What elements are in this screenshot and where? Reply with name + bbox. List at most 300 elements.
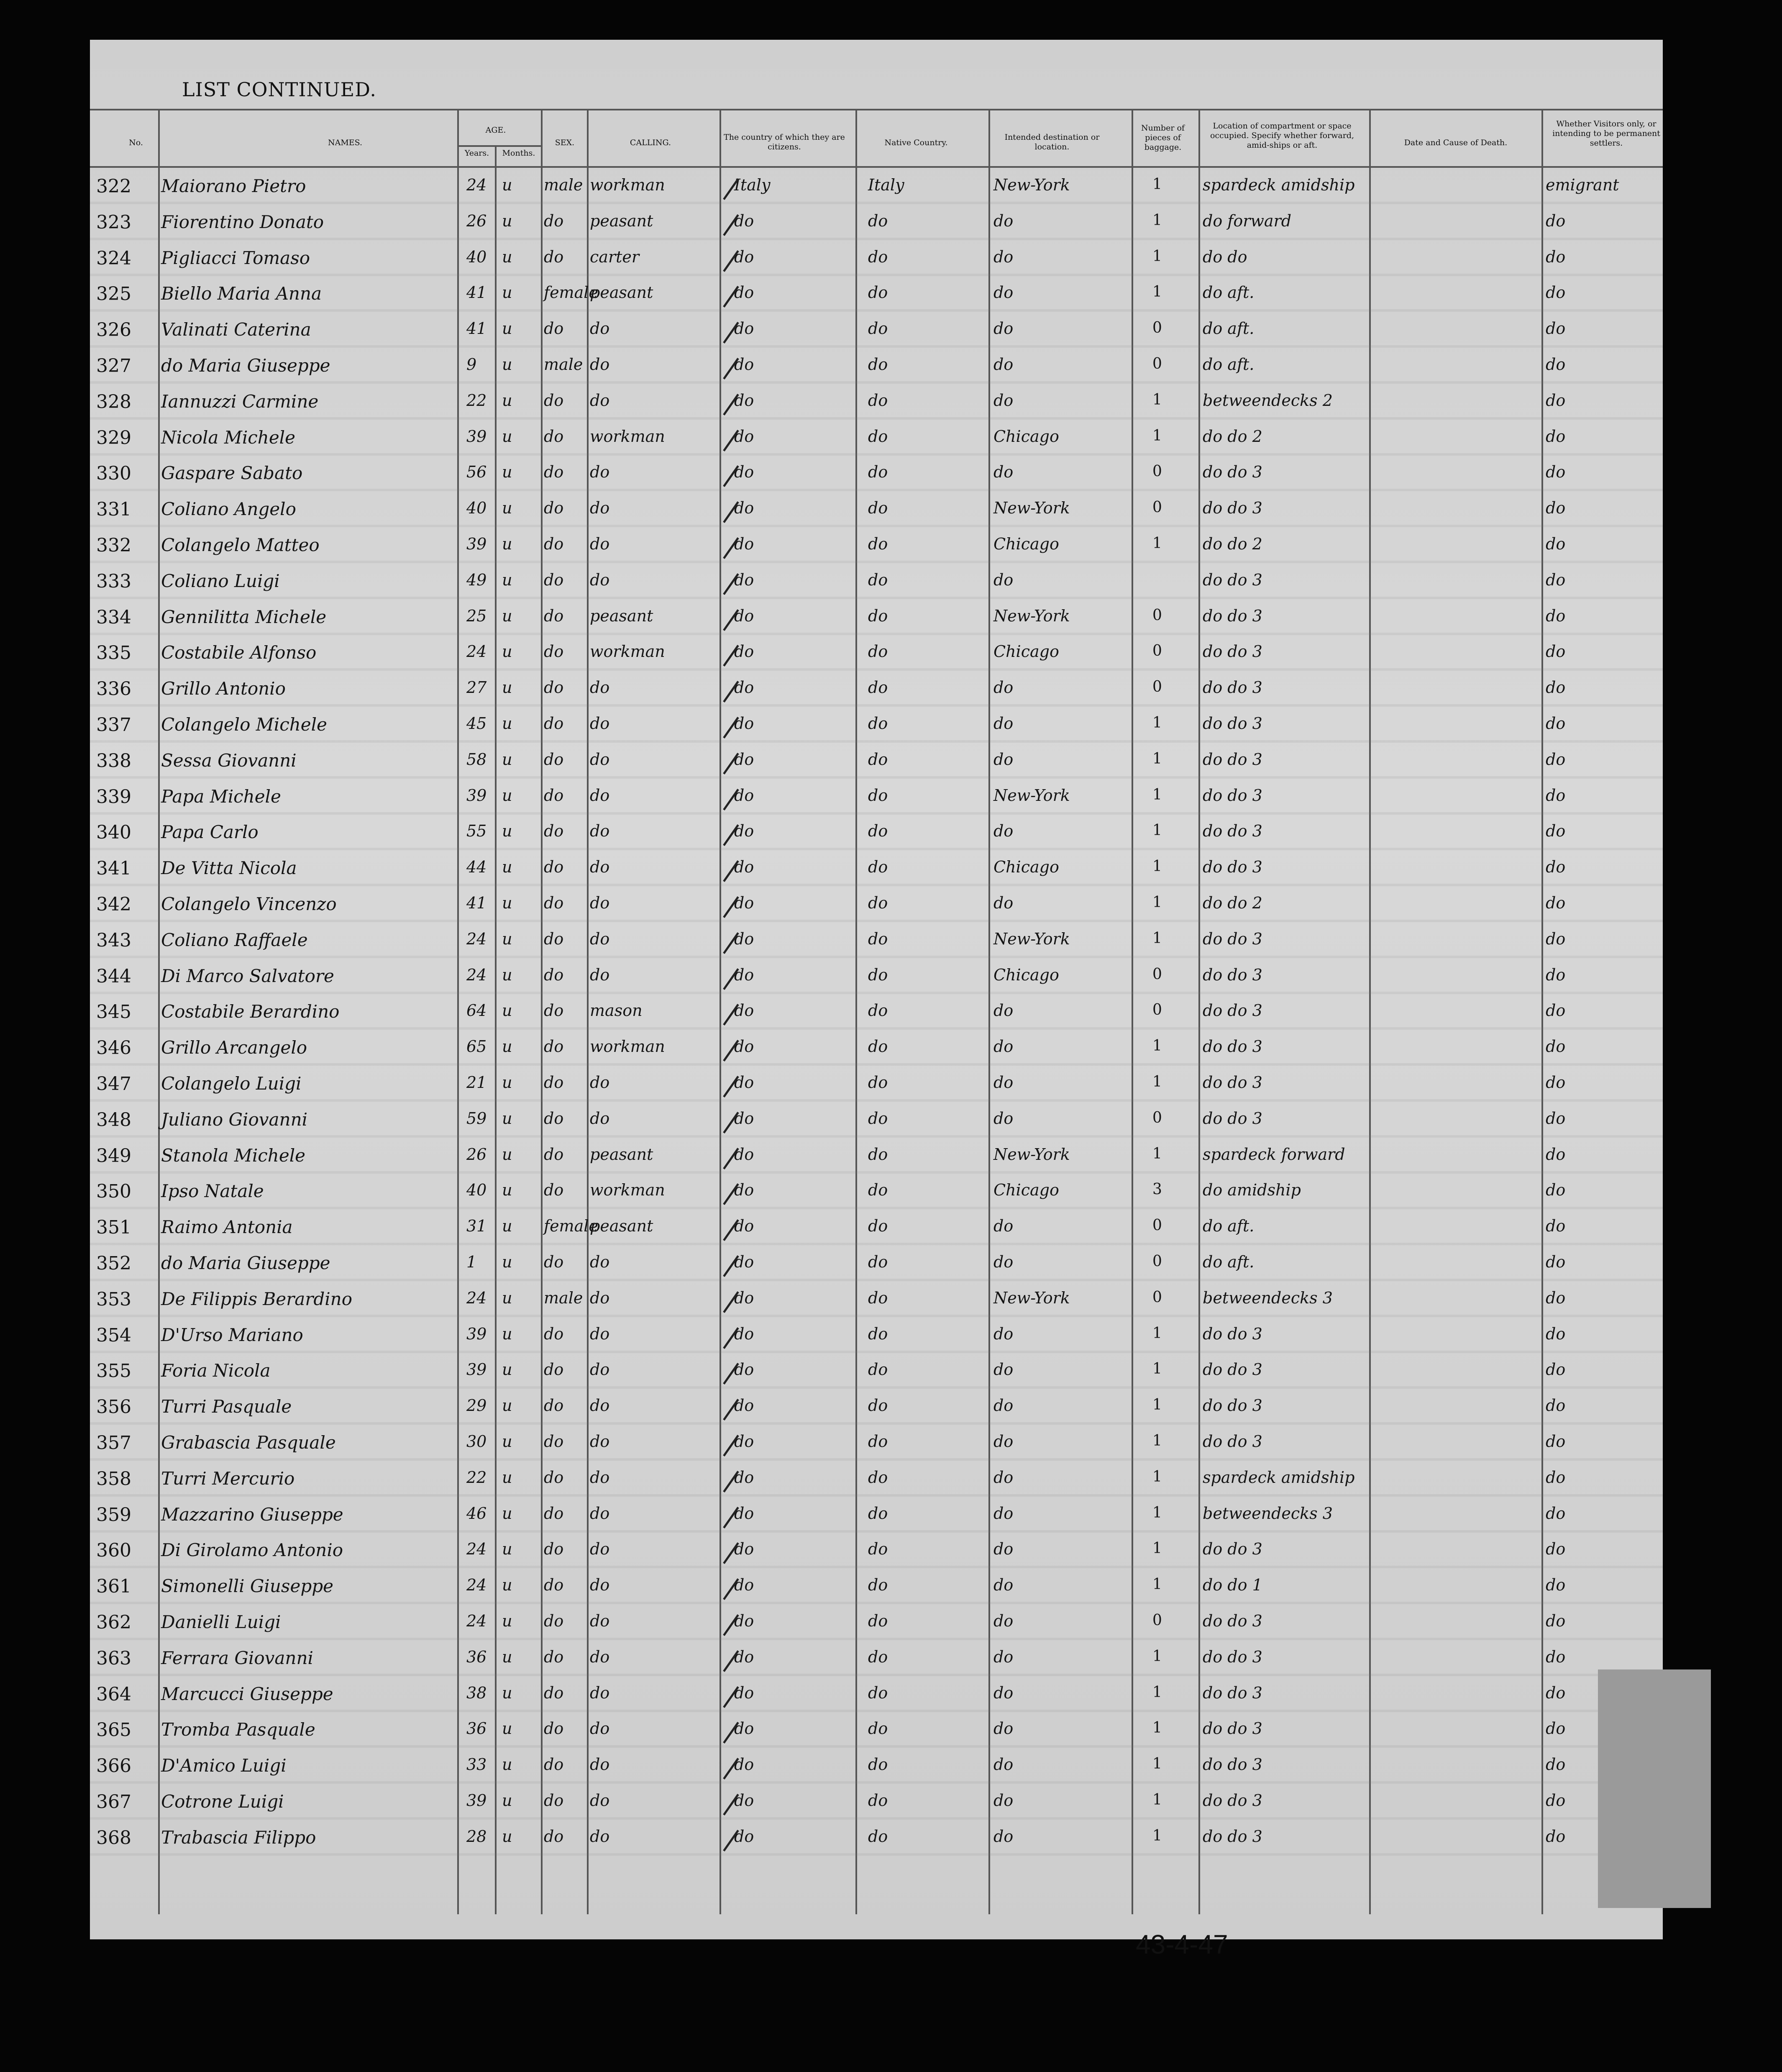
citizen-country: do bbox=[734, 786, 754, 805]
compartment-location: betweendecks 2 bbox=[1203, 391, 1333, 410]
passenger-name: Colangelo Luigi bbox=[161, 1073, 302, 1094]
destination: do bbox=[993, 1396, 1014, 1415]
age-months: u bbox=[502, 427, 512, 446]
compartment-location: do do 3 bbox=[1203, 642, 1262, 661]
age-years: 65 bbox=[466, 1037, 487, 1056]
sex: do bbox=[544, 1755, 564, 1774]
settler-status: do bbox=[1546, 1755, 1566, 1774]
native-country: do bbox=[868, 1684, 888, 1702]
passenger-name: Fiorentino Donato bbox=[161, 212, 324, 232]
age-months: u bbox=[502, 212, 512, 230]
destination: Chicago bbox=[993, 535, 1059, 553]
row-number: 344 bbox=[96, 966, 131, 987]
row-guide bbox=[90, 956, 1663, 958]
age-months: u bbox=[502, 786, 512, 805]
row-guide bbox=[90, 848, 1663, 850]
baggage-count: 0 bbox=[1152, 678, 1162, 695]
col-line bbox=[855, 109, 857, 1914]
row-guide bbox=[90, 812, 1663, 815]
sex: male bbox=[544, 176, 583, 194]
age-months: u bbox=[502, 678, 512, 697]
age-months: u bbox=[502, 1827, 512, 1846]
col-line bbox=[1198, 109, 1200, 1914]
compartment-location: do do 3 bbox=[1203, 678, 1262, 697]
row-guide bbox=[90, 992, 1663, 994]
row-guide bbox=[90, 1853, 1663, 1856]
native-country: do bbox=[868, 1648, 888, 1666]
calling: do bbox=[590, 678, 610, 697]
citizen-country: do bbox=[734, 678, 754, 697]
destination: do bbox=[993, 1468, 1014, 1487]
sex: do bbox=[544, 1037, 564, 1056]
citizen-country: do bbox=[734, 1755, 754, 1774]
row-number: 324 bbox=[96, 248, 131, 269]
calling: do bbox=[590, 1827, 610, 1846]
row-guide bbox=[90, 1638, 1663, 1640]
destination: do bbox=[993, 463, 1014, 481]
destination: do bbox=[993, 248, 1014, 266]
settler-status: do bbox=[1546, 678, 1566, 697]
row-number: 362 bbox=[96, 1612, 131, 1633]
age-months: u bbox=[502, 894, 512, 912]
row-number: 368 bbox=[96, 1827, 131, 1849]
calling: do bbox=[590, 1612, 610, 1630]
destination: do bbox=[993, 1360, 1014, 1379]
header-calling: CALLING. bbox=[630, 138, 671, 147]
destination: do bbox=[993, 750, 1014, 769]
passenger-name: Papa Carlo bbox=[161, 822, 259, 842]
row-guide bbox=[90, 453, 1663, 456]
age-years: 40 bbox=[466, 499, 487, 517]
age-years: 39 bbox=[466, 1360, 487, 1379]
settler-status: do bbox=[1546, 1145, 1566, 1164]
calling: do bbox=[590, 858, 610, 876]
sex: do bbox=[544, 1719, 564, 1738]
compartment-location: do aft. bbox=[1203, 319, 1255, 338]
citizen-country: do bbox=[734, 355, 754, 374]
row-guide bbox=[90, 1602, 1663, 1604]
age-months: u bbox=[502, 642, 512, 661]
sex: do bbox=[544, 1253, 564, 1271]
baggage-count: 1 bbox=[1152, 786, 1162, 803]
baggage-count: 1 bbox=[1152, 1755, 1162, 1772]
settler-status: do bbox=[1546, 248, 1566, 266]
compartment-location: do do 3 bbox=[1203, 1755, 1262, 1774]
sex: do bbox=[544, 1145, 564, 1164]
calling: do bbox=[590, 1468, 610, 1487]
age-years: 9 bbox=[466, 355, 477, 374]
baggage-count: 0 bbox=[1152, 607, 1162, 624]
citizen-country: do bbox=[734, 750, 754, 769]
row-number: 348 bbox=[96, 1109, 131, 1131]
destination: do bbox=[993, 1432, 1014, 1451]
row-guide bbox=[90, 1422, 1663, 1425]
passenger-name: Mazzarino Giuseppe bbox=[161, 1504, 343, 1525]
passenger-name: D'Urso Mariano bbox=[161, 1325, 303, 1345]
destination: do bbox=[993, 1755, 1014, 1774]
citizen-country: do bbox=[734, 283, 754, 302]
row-guide bbox=[90, 274, 1663, 276]
compartment-location: do do 3 bbox=[1203, 1432, 1262, 1451]
age-years: 46 bbox=[466, 1504, 487, 1523]
row-number: 349 bbox=[96, 1145, 131, 1167]
age-years: 31 bbox=[466, 1217, 487, 1235]
baggage-count: 0 bbox=[1152, 355, 1162, 372]
native-country: do bbox=[868, 1755, 888, 1774]
baggage-count: 1 bbox=[1152, 535, 1162, 552]
baggage-count: 1 bbox=[1152, 1145, 1162, 1162]
passenger-name: Iannuzzi Carmine bbox=[161, 391, 319, 412]
passenger-name: Valinati Caterina bbox=[161, 319, 311, 340]
compartment-location: do do 3 bbox=[1203, 1360, 1262, 1379]
settler-status: do bbox=[1546, 1073, 1566, 1092]
settler-status: do bbox=[1546, 499, 1566, 517]
sex: do bbox=[544, 1073, 564, 1092]
age-months: u bbox=[502, 535, 512, 553]
age-years: 24 bbox=[466, 176, 487, 194]
row-number: 347 bbox=[96, 1073, 131, 1095]
age-years: 24 bbox=[466, 1289, 487, 1307]
baggage-count: 0 bbox=[1152, 642, 1162, 659]
row-number: 346 bbox=[96, 1037, 131, 1059]
native-country: do bbox=[868, 714, 888, 733]
destination: do bbox=[993, 1109, 1014, 1128]
citizen-country: do bbox=[734, 1217, 754, 1235]
destination: do bbox=[993, 1540, 1014, 1558]
calling: peasant bbox=[590, 212, 653, 230]
passenger-name: Raimo Antonia bbox=[161, 1217, 293, 1237]
row-number: 351 bbox=[96, 1217, 131, 1238]
sex: do bbox=[544, 212, 564, 230]
native-country: do bbox=[868, 930, 888, 948]
row-number: 336 bbox=[96, 678, 131, 700]
native-country: do bbox=[868, 1289, 888, 1307]
baggage-count: 1 bbox=[1152, 894, 1162, 911]
sex: do bbox=[544, 1504, 564, 1523]
compartment-location: do do 3 bbox=[1203, 571, 1262, 589]
native-country: do bbox=[868, 1612, 888, 1630]
sex: do bbox=[544, 1432, 564, 1451]
native-country: do bbox=[868, 894, 888, 912]
header-years: Years. bbox=[464, 149, 489, 158]
row-number: 337 bbox=[96, 714, 131, 736]
age-years: 28 bbox=[466, 1827, 487, 1846]
calling: do bbox=[590, 1684, 610, 1702]
row-number: 360 bbox=[96, 1540, 131, 1561]
destination: Chicago bbox=[993, 858, 1059, 876]
passenger-name: Coliano Angelo bbox=[161, 499, 296, 519]
passenger-name: Coliano Luigi bbox=[161, 571, 280, 591]
settler-status: do bbox=[1546, 571, 1566, 589]
row-number: 323 bbox=[96, 212, 131, 233]
baggage-count: 1 bbox=[1152, 858, 1162, 875]
age-years: 56 bbox=[466, 463, 487, 481]
citizen-country: do bbox=[734, 427, 754, 446]
age-months: u bbox=[502, 750, 512, 769]
settler-status: do bbox=[1546, 1648, 1566, 1666]
age-years: 26 bbox=[466, 1145, 487, 1164]
row-number: 334 bbox=[96, 607, 131, 628]
sex: do bbox=[544, 786, 564, 805]
col-line bbox=[1132, 109, 1133, 1914]
settler-status: do bbox=[1546, 858, 1566, 876]
age-years: 41 bbox=[466, 319, 487, 338]
age-years: 29 bbox=[466, 1396, 487, 1415]
settler-status: do bbox=[1546, 1217, 1566, 1235]
settler-status: do bbox=[1546, 1684, 1566, 1702]
age-years: 24 bbox=[466, 1612, 487, 1630]
age-months: u bbox=[502, 355, 512, 374]
col-line bbox=[1369, 109, 1371, 1914]
destination: New-York bbox=[993, 176, 1070, 194]
settler-status: do bbox=[1546, 391, 1566, 410]
citizen-country: do bbox=[734, 319, 754, 338]
destination: Chicago bbox=[993, 427, 1059, 446]
age-years: 36 bbox=[466, 1648, 487, 1666]
native-country: do bbox=[868, 678, 888, 697]
age-months: u bbox=[502, 607, 512, 625]
manifest-page bbox=[90, 40, 1663, 1959]
age-months: u bbox=[502, 1253, 512, 1271]
header-visitors: Whether Visitors only, or intending to be permanent settlers. bbox=[1552, 119, 1660, 148]
calling: peasant bbox=[590, 1145, 653, 1164]
age-years: 33 bbox=[466, 1755, 487, 1774]
row-number: 365 bbox=[96, 1719, 131, 1741]
baggage-count: 1 bbox=[1152, 212, 1162, 229]
baggage-count: 1 bbox=[1152, 1576, 1162, 1593]
native-country: do bbox=[868, 248, 888, 266]
row-number: 328 bbox=[96, 391, 131, 413]
citizen-country: do bbox=[734, 1001, 754, 1020]
calling: do bbox=[590, 822, 610, 840]
calling: do bbox=[590, 1648, 610, 1666]
row-guide bbox=[90, 1279, 1663, 1281]
passenger-name: Di Girolamo Antonio bbox=[161, 1540, 343, 1560]
age-months: u bbox=[502, 176, 512, 194]
age-months: u bbox=[502, 1037, 512, 1056]
baggage-count: 0 bbox=[1152, 319, 1162, 336]
passenger-name: Maiorano Pietro bbox=[161, 176, 306, 196]
native-country: do bbox=[868, 1217, 888, 1235]
compartment-location: do aft. bbox=[1203, 355, 1255, 374]
sex: do bbox=[544, 319, 564, 338]
age-months: u bbox=[502, 1648, 512, 1666]
age-months: u bbox=[502, 1181, 512, 1199]
compartment-location: do do 3 bbox=[1203, 1540, 1262, 1558]
age-months: u bbox=[502, 930, 512, 948]
row-number: 361 bbox=[96, 1576, 131, 1597]
age-years: 1 bbox=[466, 1253, 477, 1271]
baggage-count: 1 bbox=[1152, 1504, 1162, 1521]
row-number: 341 bbox=[96, 858, 131, 879]
row-guide bbox=[90, 1207, 1663, 1209]
compartment-location: spardeck amidship bbox=[1203, 1468, 1355, 1487]
row-number: 363 bbox=[96, 1648, 131, 1669]
compartment-location: do do 3 bbox=[1203, 786, 1262, 805]
age-months: u bbox=[502, 1217, 512, 1235]
compartment-location: betweendecks 3 bbox=[1203, 1504, 1333, 1523]
compartment-location: do do 3 bbox=[1203, 1827, 1262, 1846]
passenger-name: Ipso Natale bbox=[161, 1181, 264, 1201]
calling: do bbox=[590, 1325, 610, 1343]
sex: do bbox=[544, 714, 564, 733]
baggage-count: 1 bbox=[1152, 1037, 1162, 1054]
age-years: 22 bbox=[466, 391, 487, 410]
row-number: 364 bbox=[96, 1684, 131, 1705]
citizen-country: do bbox=[734, 822, 754, 840]
row-number: 350 bbox=[96, 1181, 131, 1202]
age-months: u bbox=[502, 1755, 512, 1774]
age-years: 30 bbox=[466, 1432, 487, 1451]
native-country: do bbox=[868, 607, 888, 625]
sex: do bbox=[544, 1468, 564, 1487]
sex: do bbox=[544, 1684, 564, 1702]
age-months: u bbox=[502, 1468, 512, 1487]
row-guide bbox=[90, 1099, 1663, 1102]
baggage-count: 1 bbox=[1152, 930, 1162, 947]
row-guide bbox=[90, 1710, 1663, 1712]
compartment-location: do do 3 bbox=[1203, 1073, 1262, 1092]
passenger-name: Ferrara Giovanni bbox=[161, 1648, 313, 1668]
native-country: do bbox=[868, 858, 888, 876]
citizen-country: do bbox=[734, 1468, 754, 1487]
age-years: 40 bbox=[466, 248, 487, 266]
native-country: do bbox=[868, 535, 888, 553]
destination: do bbox=[993, 894, 1014, 912]
citizen-country: do bbox=[734, 535, 754, 553]
native-country: do bbox=[868, 1719, 888, 1738]
destination: New-York bbox=[993, 786, 1070, 805]
col-line bbox=[988, 109, 990, 1914]
settler-status: do bbox=[1546, 535, 1566, 553]
passenger-name: Grabascia Pasquale bbox=[161, 1432, 336, 1453]
citizen-country: do bbox=[734, 1109, 754, 1128]
sex: do bbox=[544, 750, 564, 769]
compartment-location: do forward bbox=[1203, 212, 1292, 230]
destination: do bbox=[993, 1684, 1014, 1702]
citizen-country: do bbox=[734, 930, 754, 948]
sex: do bbox=[544, 642, 564, 661]
settler-status: do bbox=[1546, 1540, 1566, 1558]
compartment-location: do do 3 bbox=[1203, 607, 1262, 625]
row-guide bbox=[90, 1063, 1663, 1066]
destination: Chicago bbox=[993, 1181, 1059, 1199]
row-guide bbox=[90, 597, 1663, 599]
age-months: u bbox=[502, 858, 512, 876]
passenger-name: Grillo Antonio bbox=[161, 678, 286, 699]
settler-status: do bbox=[1546, 786, 1566, 805]
citizen-country: do bbox=[734, 1073, 754, 1092]
native-country: do bbox=[868, 1432, 888, 1451]
calling: peasant bbox=[590, 1217, 653, 1235]
settler-status: do bbox=[1546, 894, 1566, 912]
native-country: do bbox=[868, 1504, 888, 1523]
baggage-count: 1 bbox=[1152, 283, 1162, 300]
calling: do bbox=[590, 571, 610, 589]
passenger-name: Tromba Pasquale bbox=[161, 1719, 315, 1740]
age-years: 24 bbox=[466, 1540, 487, 1558]
row-number: 338 bbox=[96, 750, 131, 772]
row-number: 366 bbox=[96, 1755, 131, 1777]
calling: do bbox=[590, 930, 610, 948]
baggage-count: 1 bbox=[1152, 1360, 1162, 1377]
compartment-location: do do 3 bbox=[1203, 714, 1262, 733]
row-number: 329 bbox=[96, 427, 131, 449]
calling: workman bbox=[590, 1037, 665, 1056]
row-guide bbox=[90, 1315, 1663, 1317]
settler-status: do bbox=[1546, 1001, 1566, 1020]
compartment-location: do do 2 bbox=[1203, 535, 1262, 553]
calling: workman bbox=[590, 642, 665, 661]
age-months: u bbox=[502, 248, 512, 266]
compartment-location: do do 3 bbox=[1203, 1791, 1262, 1810]
calling: do bbox=[590, 391, 610, 410]
native-country: do bbox=[868, 571, 888, 589]
age-months: u bbox=[502, 966, 512, 984]
baggage-count: 0 bbox=[1152, 1253, 1162, 1270]
header-death: Date and Cause of Death. bbox=[1404, 138, 1508, 147]
citizen-country: do bbox=[734, 1612, 754, 1630]
row-guide bbox=[90, 1674, 1663, 1676]
destination: do bbox=[993, 1719, 1014, 1738]
row-guide bbox=[90, 238, 1663, 240]
age-months: u bbox=[502, 283, 512, 302]
sex: do bbox=[544, 463, 564, 481]
compartment-location: do do 3 bbox=[1203, 1648, 1262, 1666]
settler-status: do bbox=[1546, 1504, 1566, 1523]
citizen-country: do bbox=[734, 1325, 754, 1343]
age-months: u bbox=[502, 319, 512, 338]
settler-status: do bbox=[1546, 1791, 1566, 1810]
native-country: do bbox=[868, 499, 888, 517]
native-country: do bbox=[868, 463, 888, 481]
passenger-name: Colangelo Matteo bbox=[161, 535, 320, 555]
passenger-name: Trabascia Filippo bbox=[161, 1827, 316, 1848]
age-months: u bbox=[502, 571, 512, 589]
baggage-count: 1 bbox=[1152, 1684, 1162, 1701]
baggage-count: 0 bbox=[1152, 1217, 1162, 1234]
compartment-location: do do 3 bbox=[1203, 1109, 1262, 1128]
age-years: 39 bbox=[466, 535, 487, 553]
age-months: u bbox=[502, 1073, 512, 1092]
citizen-country: do bbox=[734, 1791, 754, 1810]
native-country: do bbox=[868, 1037, 888, 1056]
age-years: 24 bbox=[466, 930, 487, 948]
native-country: do bbox=[868, 1109, 888, 1128]
baggage-count: 1 bbox=[1152, 822, 1162, 839]
passenger-name: Turri Pasquale bbox=[161, 1396, 292, 1417]
row-number: 358 bbox=[96, 1468, 131, 1490]
settler-status: do bbox=[1546, 1360, 1566, 1379]
passenger-name: De Filippis Berardino bbox=[161, 1289, 352, 1309]
baggage-count: 1 bbox=[1152, 1396, 1162, 1413]
age-months: u bbox=[502, 1360, 512, 1379]
age-sub-rule bbox=[458, 145, 542, 147]
compartment-location: do do 3 bbox=[1203, 1612, 1262, 1630]
baggage-count: 0 bbox=[1152, 966, 1162, 983]
row-number: 339 bbox=[96, 786, 131, 808]
age-years: 59 bbox=[466, 1109, 487, 1128]
sex: do bbox=[544, 1109, 564, 1128]
header-no: No. bbox=[129, 138, 143, 147]
settler-status: emigrant bbox=[1546, 176, 1619, 194]
settler-status: do bbox=[1546, 1612, 1566, 1630]
baggage-count: 1 bbox=[1152, 1073, 1162, 1090]
row-guide bbox=[90, 633, 1663, 635]
header-citizens: The country of which they are citizens. bbox=[724, 133, 845, 151]
sex: do bbox=[544, 571, 564, 589]
row-number: 359 bbox=[96, 1504, 131, 1526]
